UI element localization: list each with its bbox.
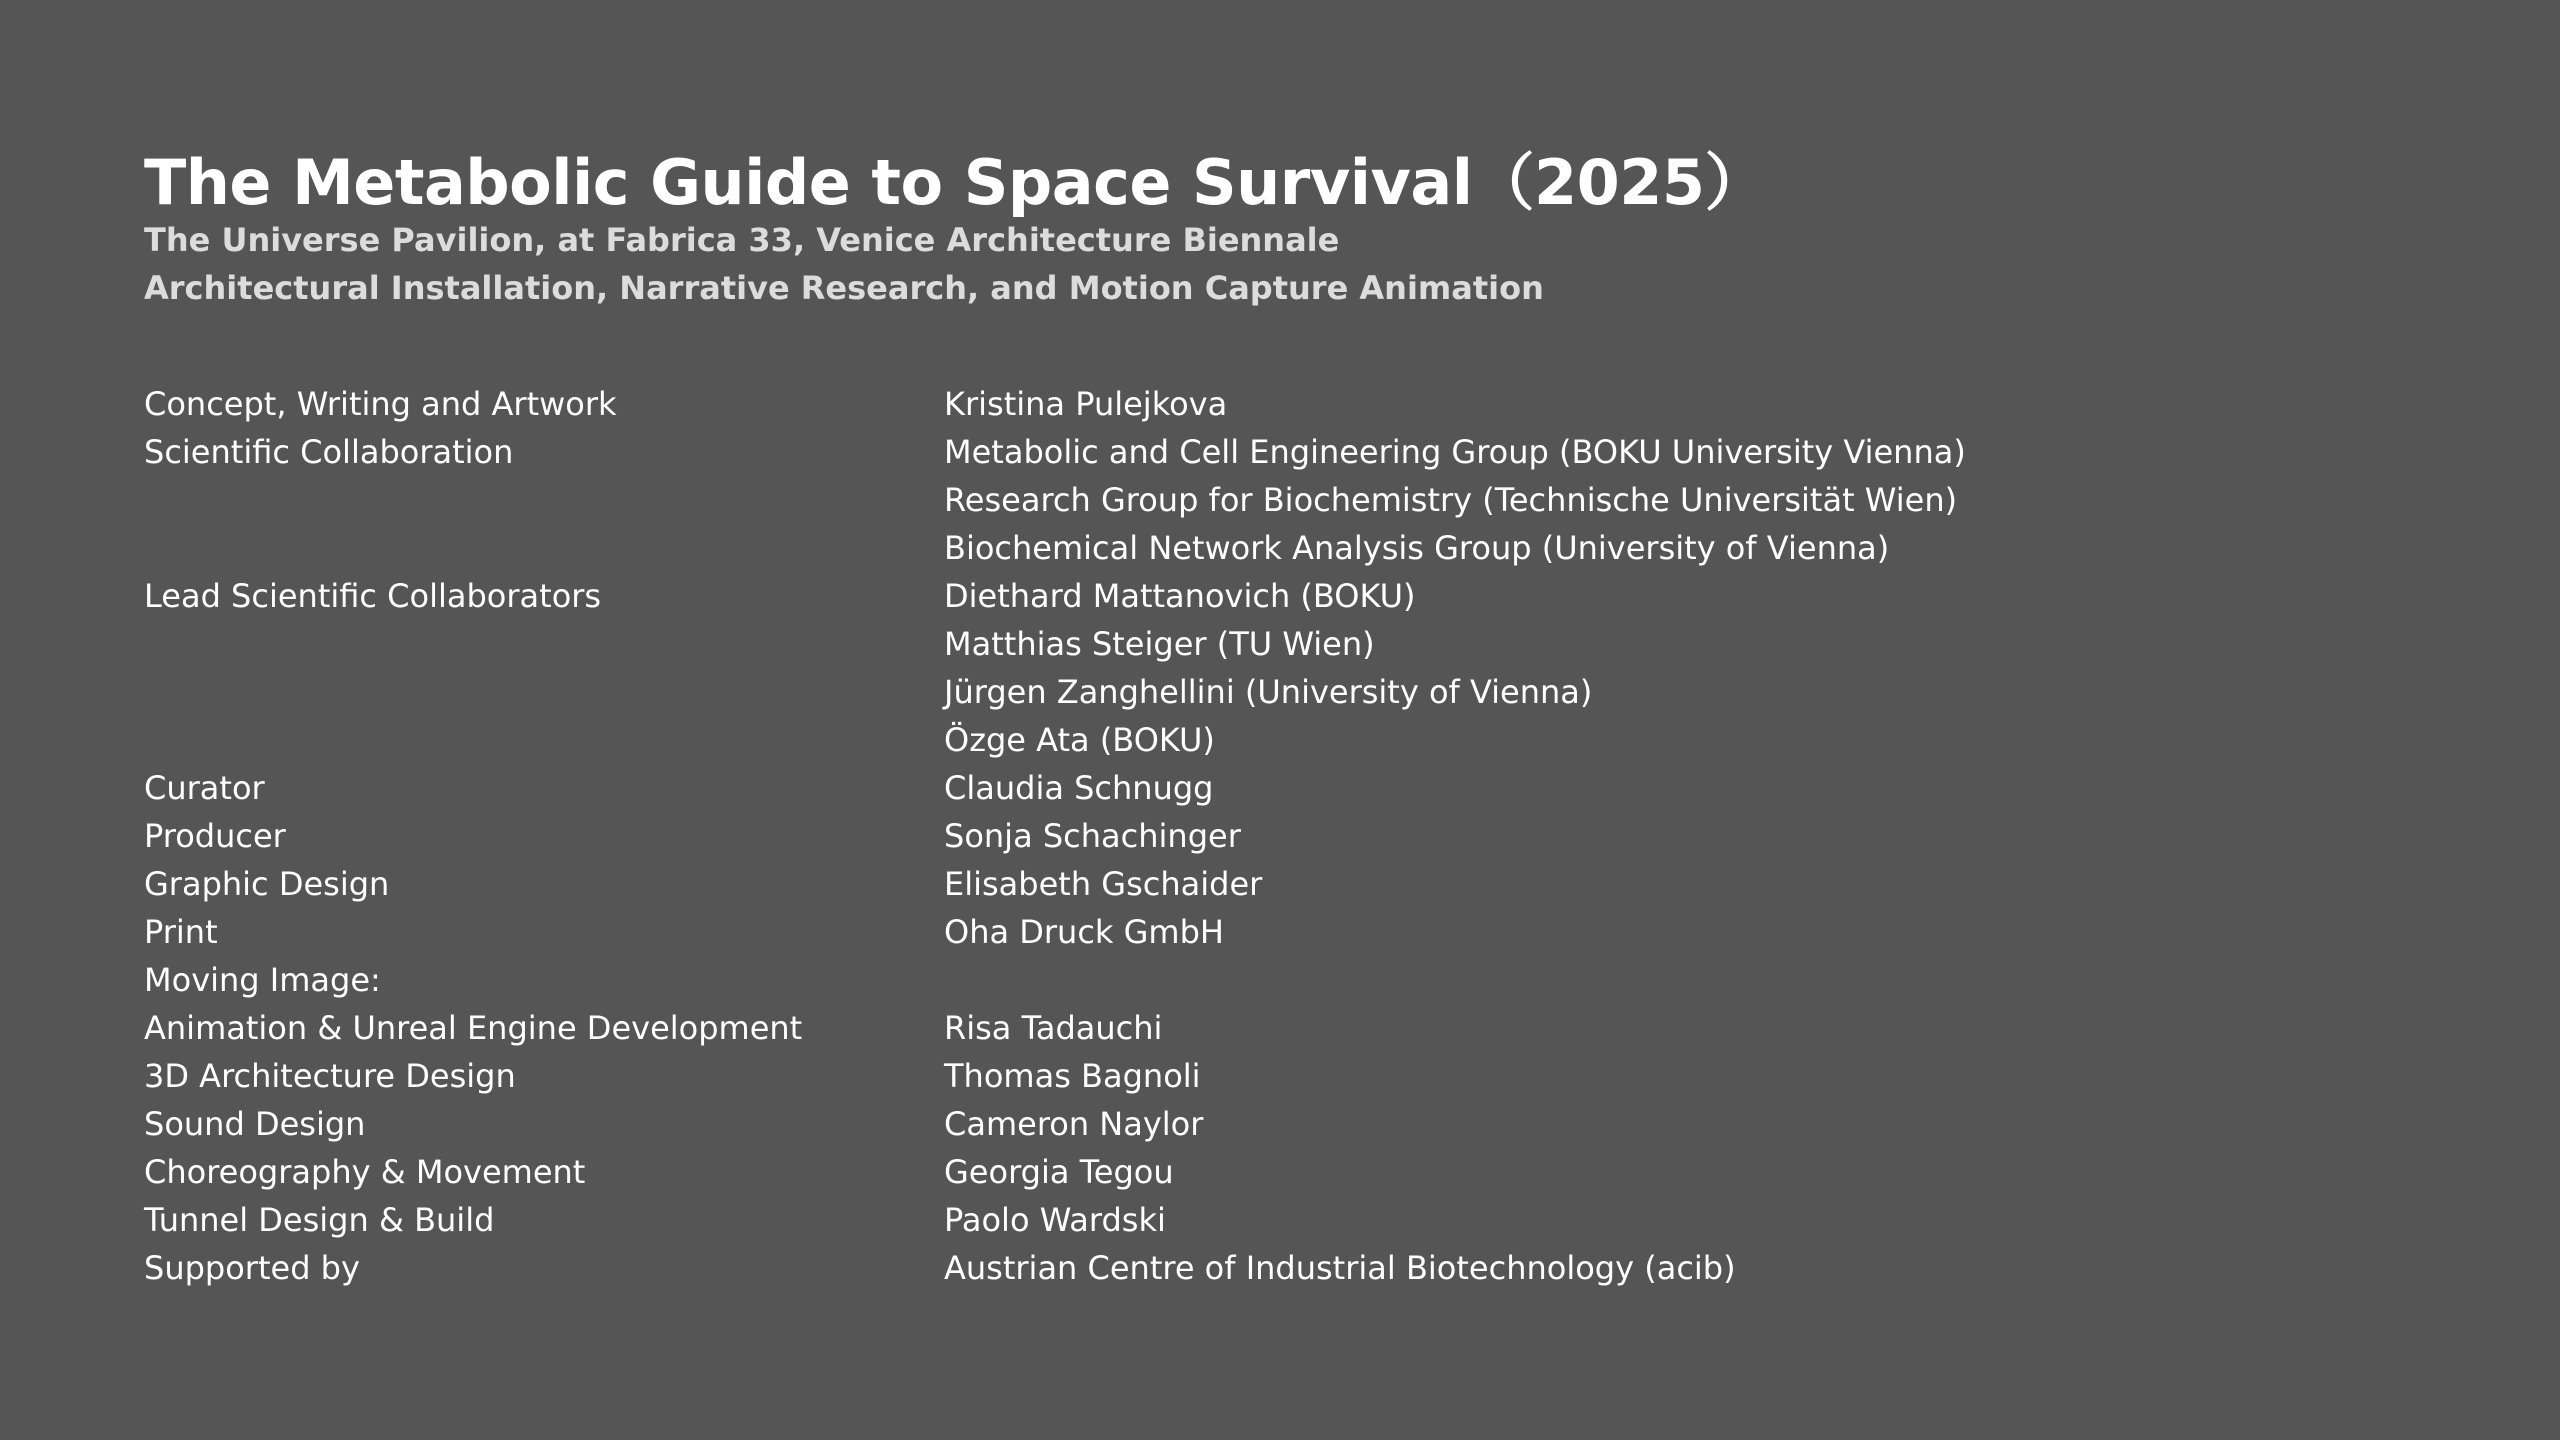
credit-role: Concept, Writing and Artwork (144, 385, 617, 423)
credit-role: Print (144, 913, 218, 951)
credit-name: Jürgen Zanghellini (University of Vienna) (944, 673, 1593, 711)
credit-row (144, 1100, 2560, 1148)
credit-names (944, 812, 1241, 860)
credit-row (144, 1148, 2560, 1196)
credit-row (144, 380, 2560, 428)
credit-row (144, 428, 2560, 572)
credit-name: Cameron Naylor (944, 1105, 1204, 1143)
credit-name: Risa Tadauchi (944, 1009, 1163, 1047)
credit-name: Research Group for Biochemistry (Technische Universität Wien) (944, 481, 1958, 519)
credit-name: Oha Druck GmbH (944, 913, 1224, 951)
credit-row (144, 572, 2560, 764)
credits-list (144, 380, 2560, 1292)
credit-role: Moving Image: (144, 961, 381, 999)
credit-role: Animation & Unreal Engine Development (144, 1009, 803, 1047)
credit-name: Thomas Bagnoli (944, 1057, 1201, 1095)
credit-role: Curator (144, 769, 265, 807)
credit-names (944, 1052, 1201, 1100)
credit-name: Elisabeth Gschaider (944, 865, 1263, 903)
credit-names (944, 764, 1213, 812)
credit-names (944, 1100, 1203, 1148)
credit-row (144, 860, 2560, 908)
credit-name: Austrian Centre of Industrial Biotechnology (acib) (944, 1249, 1736, 1287)
credit-names (944, 380, 1227, 428)
credit-names (944, 572, 1592, 764)
credit-role: Tunnel Design & Build (144, 1201, 495, 1239)
credit-name: Metabolic and Cell Engineering Group (BOKU University Vienna) (944, 433, 1966, 471)
credit-name: Paolo Wardski (944, 1201, 1166, 1239)
credit-row (144, 812, 2560, 860)
credit-role: Producer (144, 817, 286, 855)
credit-names (944, 860, 1262, 908)
credit-name: Georgia Tegou (944, 1153, 1174, 1191)
credit-names (944, 1004, 1162, 1052)
credit-row (144, 1052, 2560, 1100)
credit-name: Özge Ata (BOKU) (944, 721, 1215, 759)
credit-row (144, 1196, 2560, 1244)
credit-names (944, 1244, 1736, 1292)
credit-row (144, 764, 2560, 812)
credit-row (144, 1244, 2560, 1292)
credit-role: Supported by (144, 1249, 360, 1287)
page-title: The Metabolic Guide to Space Survival（2025） (144, 146, 1767, 219)
credit-name: Kristina Pulejkova (944, 385, 1228, 423)
venue-subtitle: The Universe Pavilion, at Fabrica 33, Venice Architecture Biennale (144, 221, 1340, 259)
credit-name (944, 956, 954, 1004)
credit-name: Matthias Steiger (TU Wien) (944, 625, 1375, 663)
credit-role: Sound Design (144, 1105, 366, 1143)
credit-row (144, 1004, 2560, 1052)
credit-role: 3D Architecture Design (144, 1057, 516, 1095)
credit-names (944, 1148, 1174, 1196)
project-type-subtitle: Architectural Installation, Narrative Research, and Motion Capture Animation (144, 269, 1544, 307)
credit-name: Biochemical Network Analysis Group (University of Vienna) (944, 529, 1890, 567)
credit-name: Claudia Schnugg (944, 769, 1214, 807)
credit-names (944, 1196, 1166, 1244)
credit-role: Lead Scientific Collaborators (144, 577, 602, 615)
credit-row (144, 956, 2560, 1004)
credit-name: Diethard Mattanovich (BOKU) (944, 577, 1416, 615)
credit-row (144, 908, 2560, 956)
credit-role: Graphic Design (144, 865, 390, 903)
credit-names (944, 428, 1966, 572)
credit-name: Sonja Schachinger (944, 817, 1241, 855)
credit-names (944, 956, 954, 1004)
credit-role: Choreography & Movement (144, 1153, 586, 1191)
credit-role: Scientific Collaboration (144, 433, 514, 471)
credit-names (944, 908, 1224, 956)
